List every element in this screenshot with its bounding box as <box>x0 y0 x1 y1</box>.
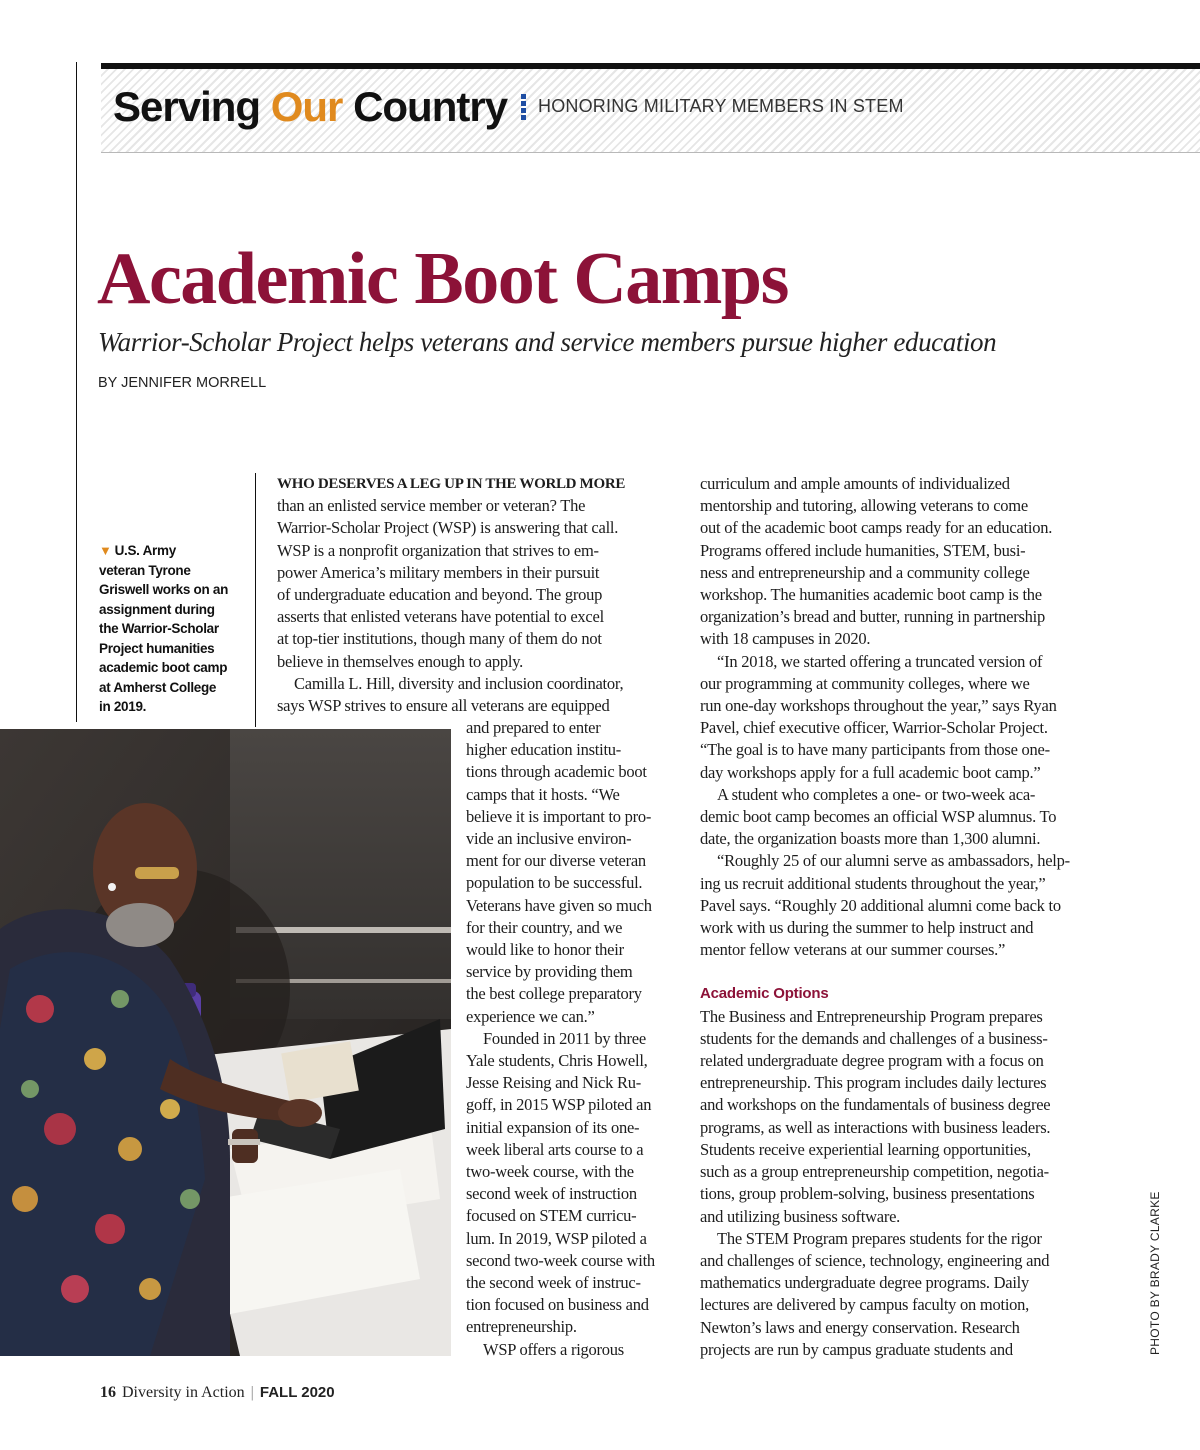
body-line: related undergraduate degree program with a focus on <box>700 1051 1044 1071</box>
caption-line: at Amherst College <box>99 679 217 695</box>
body-line: mentor fellow veterans at our summer courses.” <box>700 940 1006 960</box>
body-lead-caps: WHO DESERVES A LEG UP IN THE WORLD MORE <box>277 476 626 492</box>
body-line: “The goal is to have many participants from those one- <box>700 740 1050 760</box>
body-line: Newton’s laws and energy conservation. Research <box>700 1317 1020 1337</box>
body-line: camps that it hosts. “We <box>466 784 620 804</box>
body-line: power America’s military members in their pursuit <box>277 562 600 582</box>
body-line: Programs offered include humanities, STEM, busi- <box>700 540 1026 560</box>
body-line: week liberal arts course to a <box>466 1139 644 1159</box>
body-line: “Roughly 25 of our alumni serve as ambassadors, help- <box>717 851 1070 871</box>
body-line: second week of instruction <box>466 1184 637 1204</box>
section-title-part1: Serving <box>113 83 271 130</box>
body-line: lectures are delivered by campus faculty on motion, <box>700 1295 1030 1315</box>
body-line: Warrior-Scholar Project (WSP) is answering that call. <box>277 518 619 538</box>
footer-separator: | <box>250 1384 254 1401</box>
caption-line: U.S. Army <box>114 543 176 558</box>
subhead-academic-options: Academic Options <box>700 985 829 1003</box>
body-line: lum. In 2019, WSP piloted a <box>466 1228 647 1248</box>
body-line: than an enlisted service member or veteran? The <box>277 496 586 516</box>
body-line: at top-tier institutions, though many of them do not <box>277 629 602 649</box>
body-line: such as a group entrepreneurship competition, negotia- <box>700 1162 1049 1182</box>
body-line: believe it is important to pro- <box>466 806 652 826</box>
body-line: students for the demands and challenges of a business- <box>700 1028 1048 1048</box>
body-line: curriculum and ample amounts of individualized <box>700 474 1010 493</box>
body-line: experience we can.” <box>466 1006 595 1026</box>
section-title <box>113 80 507 134</box>
body-line: second two-week course with <box>466 1250 655 1270</box>
body-line: would like to honor their <box>466 940 624 960</box>
left-margin-rule <box>76 62 77 722</box>
body-line: with 18 campuses in 2020. <box>700 629 871 649</box>
body-line: population to be successful. <box>466 873 643 893</box>
body-line: projects are run by campus graduate students and <box>700 1339 1013 1359</box>
body-line: Veterans have given so much <box>466 895 652 915</box>
body-line: “In 2018, we started offering a truncated version of <box>717 651 1043 671</box>
caption-line: Griswell works on an <box>99 582 229 597</box>
body-line: says WSP strives to ensure all veterans are equipped <box>277 696 610 716</box>
body-line: WSP offers a rigorous <box>483 1339 624 1359</box>
body-line: Founded in 2011 by three <box>483 1028 646 1048</box>
article-headline: Academic Boot Camps <box>97 238 788 320</box>
body-line: A student who completes a one- or two-week aca- <box>717 784 1036 804</box>
body-line: Pavel, chief executive officer, Warrior-Scholar Project. <box>700 718 1048 738</box>
page-number: 16 <box>100 1384 116 1401</box>
page-footer <box>100 1384 335 1402</box>
section-subtitle: HONORING MILITARY MEMBERS IN STEM <box>538 96 904 116</box>
caption-line: the Warrior-Scholar <box>99 621 219 636</box>
body-line: goff, in 2015 WSP piloted an <box>466 1095 652 1115</box>
body-line: service by providing them <box>466 962 633 982</box>
body-column-1-top <box>277 473 625 717</box>
issue-label: FALL 2020 <box>259 1384 335 1401</box>
body-line: of undergraduate education and beyond. The group <box>277 585 603 605</box>
body-line: entrepreneurship. This program includes daily lectures <box>700 1073 1047 1093</box>
body-line: tion focused on business and <box>466 1295 649 1315</box>
body-line: mathematics undergraduate degree programs. Daily <box>700 1273 1030 1293</box>
body-line: vide an inclusive environ- <box>466 829 632 849</box>
caption-line: veteran Tyrone <box>99 562 191 578</box>
body-line: Students receive experiential learning opportunities, <box>700 1139 1031 1159</box>
caption-line: in 2019. <box>99 699 147 714</box>
body-line: workshop. The humanities academic boot camp is the <box>700 585 1042 605</box>
body-line: organization’s bread and butter, running in partnership <box>700 607 1045 627</box>
caption-line: Project humanities <box>99 640 215 656</box>
body-line: The Business and Entrepreneurship Program prepares <box>700 1006 1043 1026</box>
caption-column-rule <box>255 473 256 727</box>
body-line: focused on STEM curricu- <box>466 1206 637 1226</box>
body-line: and workshops on the fundamentals of business degree <box>700 1095 1051 1115</box>
body-line: date, the organization boasts more than 1,300 alumni. <box>700 829 1041 849</box>
body-line: mentorship and tutoring, allowing veterans to come <box>700 496 1028 516</box>
header-divider-icon <box>521 94 526 120</box>
body-line: and prepared to enter <box>466 718 601 737</box>
body-line: The STEM Program prepares students for the rigor <box>717 1228 1042 1248</box>
body-line: tions through academic boot <box>466 762 647 782</box>
paragraph-spacer <box>700 961 1070 983</box>
section-title-part2: Country <box>342 83 508 130</box>
body-line: our programming at community colleges, where we <box>700 673 1030 693</box>
body-line: work with us during the summer to help instruct and <box>700 918 1034 938</box>
article-byline: BY JENNIFER MORRELL <box>98 375 267 391</box>
section-title-accent: Our <box>270 83 343 130</box>
body-line: and utilizing business software. <box>700 1206 901 1226</box>
body-column-1-narrow <box>466 717 655 1361</box>
body-line: two-week course, with the <box>466 1162 634 1182</box>
body-line: the second week of instruc- <box>466 1273 641 1293</box>
body-line: ing us recruit additional students throughout the year,” <box>700 873 1046 893</box>
body-line: WSP is a nonprofit organization that strives to em- <box>277 540 599 560</box>
body-line: Pavel says. “Roughly 20 additional alumni come back to <box>700 895 1061 915</box>
body-line: asserts that enlisted veterans have potential to excel <box>277 607 604 627</box>
body-line: and challenges of science, technology, engineering and <box>700 1250 1050 1270</box>
body-line: demic boot camp becomes an official WSP alumnus. To <box>700 807 1057 827</box>
body-line: ness and entrepreneurship and a community college <box>700 562 1030 582</box>
body-line: day workshops apply for a full academic boot camp.” <box>700 762 1041 782</box>
body-line: ment for our diverse veteran <box>466 851 646 871</box>
article-deck: Warrior-Scholar Project helps veterans and service members pursue higher education <box>98 327 997 357</box>
caption-line: assignment during <box>99 601 215 617</box>
body-line: higher education institu- <box>466 740 622 760</box>
body-line: Jesse Reising and Nick Ru- <box>466 1073 641 1093</box>
caption-triangle-icon: ▼ <box>99 543 112 558</box>
body-line: entrepreneurship. <box>466 1317 577 1337</box>
body-line: for their country, and we <box>466 917 623 937</box>
body-line: programs, as well as interactions with business leaders. <box>700 1117 1051 1137</box>
caption-line: academic boot camp <box>99 660 228 675</box>
body-line: run one-day workshops throughout the year,” says Ryan <box>700 696 1057 716</box>
article-photo <box>0 729 451 1356</box>
photo-illustration <box>0 729 451 1356</box>
body-line: tions, group problem-solving, business presentations <box>700 1184 1035 1204</box>
photo-caption <box>99 541 247 717</box>
body-line: out of the academic boot camps ready for an education. <box>700 518 1053 538</box>
body-line: believe in themselves enough to apply. <box>277 651 524 671</box>
body-line: Yale students, Chris Howell, <box>466 1051 648 1071</box>
body-line: Camilla L. Hill, diversity and inclusion coordinator, <box>294 673 624 693</box>
body-line: the best college preparatory <box>466 984 642 1004</box>
body-line: initial expansion of its one- <box>466 1117 640 1137</box>
body-column-2 <box>700 473 1070 1361</box>
publication-name: Diversity in Action <box>122 1384 245 1401</box>
photo-credit: PHOTO BY BRADY CLARKE <box>1148 1191 1162 1355</box>
